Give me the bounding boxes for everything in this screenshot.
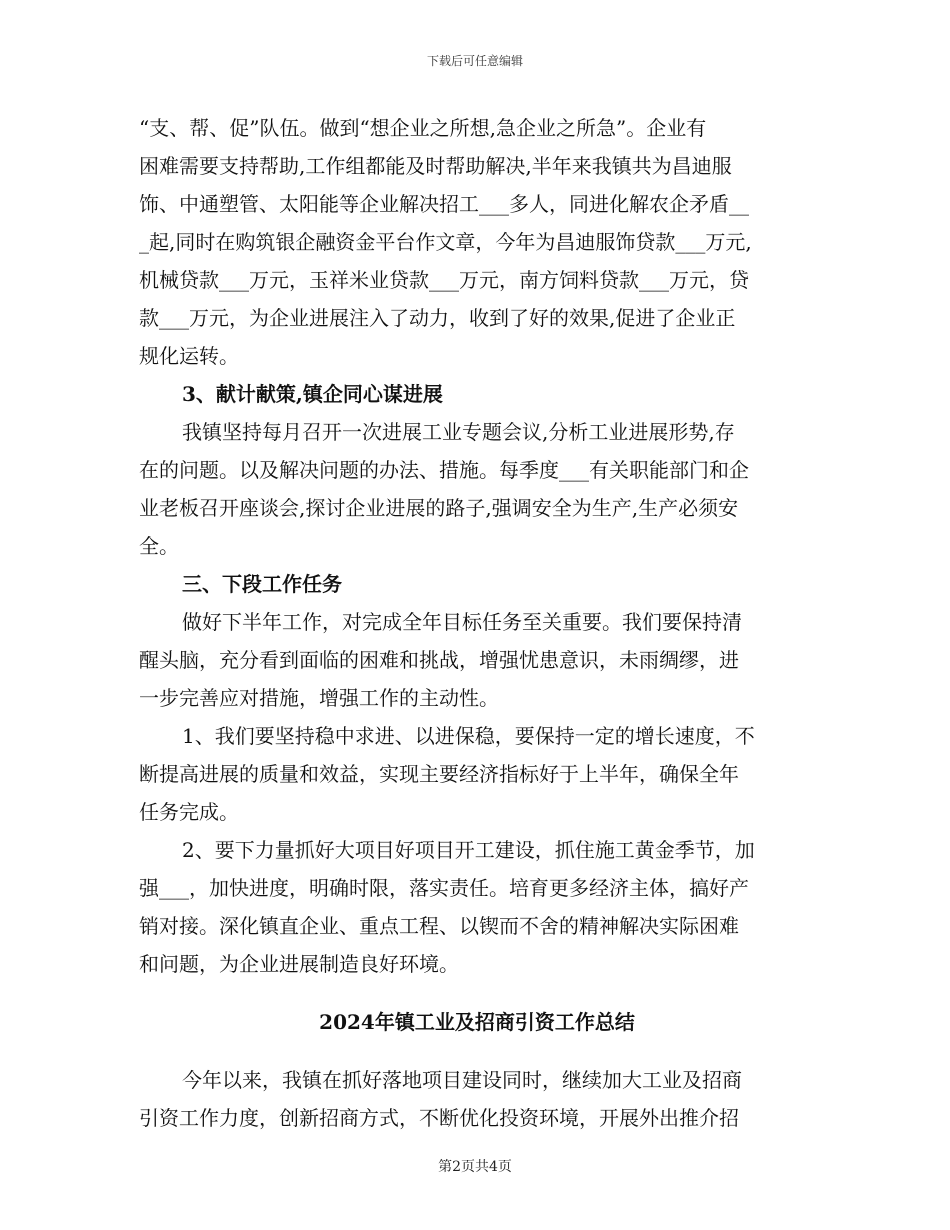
body-line: 断提高进展的质量和效益，实现主要经济指标好于上半年，确保全年 — [139, 762, 739, 786]
body-line: 机械贷款___万元，玉祥米业贷款___万元，南方饲料贷款___万元，贷 — [139, 268, 749, 292]
body-line: 做好下半年工作，对完成全年目标任务至关重要。我们要保持清 — [182, 610, 742, 634]
body-line: 和问题，为企业进展制造良好环境。 — [139, 952, 459, 976]
body-line: 我镇坚持每月召开一次进展工业专题会议,分析工业进展形势,存 — [182, 420, 735, 444]
body-line: 销对接。深化镇直企业、重点工程、以锲而不舍的精神解决实际困难 — [139, 914, 739, 938]
body-line: 困难需要支持帮助,工作组都能及时帮助解决,半年来我镇共为昌迪服 — [139, 154, 732, 178]
body-line: 醒头脑，充分看到面临的困难和挑战，增强忧患意识，未雨绸缪，进 — [139, 648, 739, 672]
body-line: 1、我们要坚持稳中求进、以进保稳，要保持一定的增长速度，不 — [182, 724, 755, 748]
body-line: 今年以来，我镇在抓好落地项目建设同时，继续加大工业及招商 — [182, 1068, 742, 1092]
section-heading: 三、下段工作任务 — [182, 572, 342, 596]
body-line: “支、帮、促”队伍。做到“想企业之所想,急企业之所急”。企业有 — [139, 116, 707, 140]
body-line: 强___，加快进度，明确时限，落实责任。培育更多经济主体，搞好产 — [139, 876, 749, 900]
subheading: 3、献计献策,镇企同心谋进展 — [182, 382, 443, 406]
page-header: 下载后可任意编辑 — [426, 54, 523, 68]
body-line: 任务完成。 — [139, 800, 239, 824]
body-line: 款___万元，为企业进展注入了动力，收到了好的效果,促进了企业正 — [139, 306, 736, 330]
document-body — [139, 109, 815, 1137]
body-line: 2、要下力量抓好大项目好项目开工建设，抓住施工黄金季节，加 — [182, 838, 755, 862]
page-footer: 第2页共4页 — [438, 1159, 512, 1175]
document-title: 2024年镇工业及招商引资工作总结 — [319, 1010, 635, 1034]
body-line: 规化运转。 — [139, 344, 239, 368]
body-line: 全。 — [139, 534, 179, 558]
body-line: 引资工作力度，创新招商方式，不断优化投资环境，开展外出推介招 — [139, 1106, 739, 1130]
body-line: 在的问题。以及解决问题的办法、措施。每季度___有关职能部门和企 — [139, 458, 749, 482]
body-line: 饰、中通塑管、太阳能等企业解决招工___多人，同进化解农企矛盾__ — [139, 192, 749, 216]
body-line: 业老板召开座谈会,探讨企业进展的路子,强调安全为生产,生产必须安 — [139, 496, 739, 520]
body-line: _起,同时在购筑银企融资金平台作文章，今年为昌迪服饰贷款___万元, — [139, 230, 752, 254]
body-line: 一步完善应对措施，增强工作的主动性。 — [139, 686, 499, 710]
